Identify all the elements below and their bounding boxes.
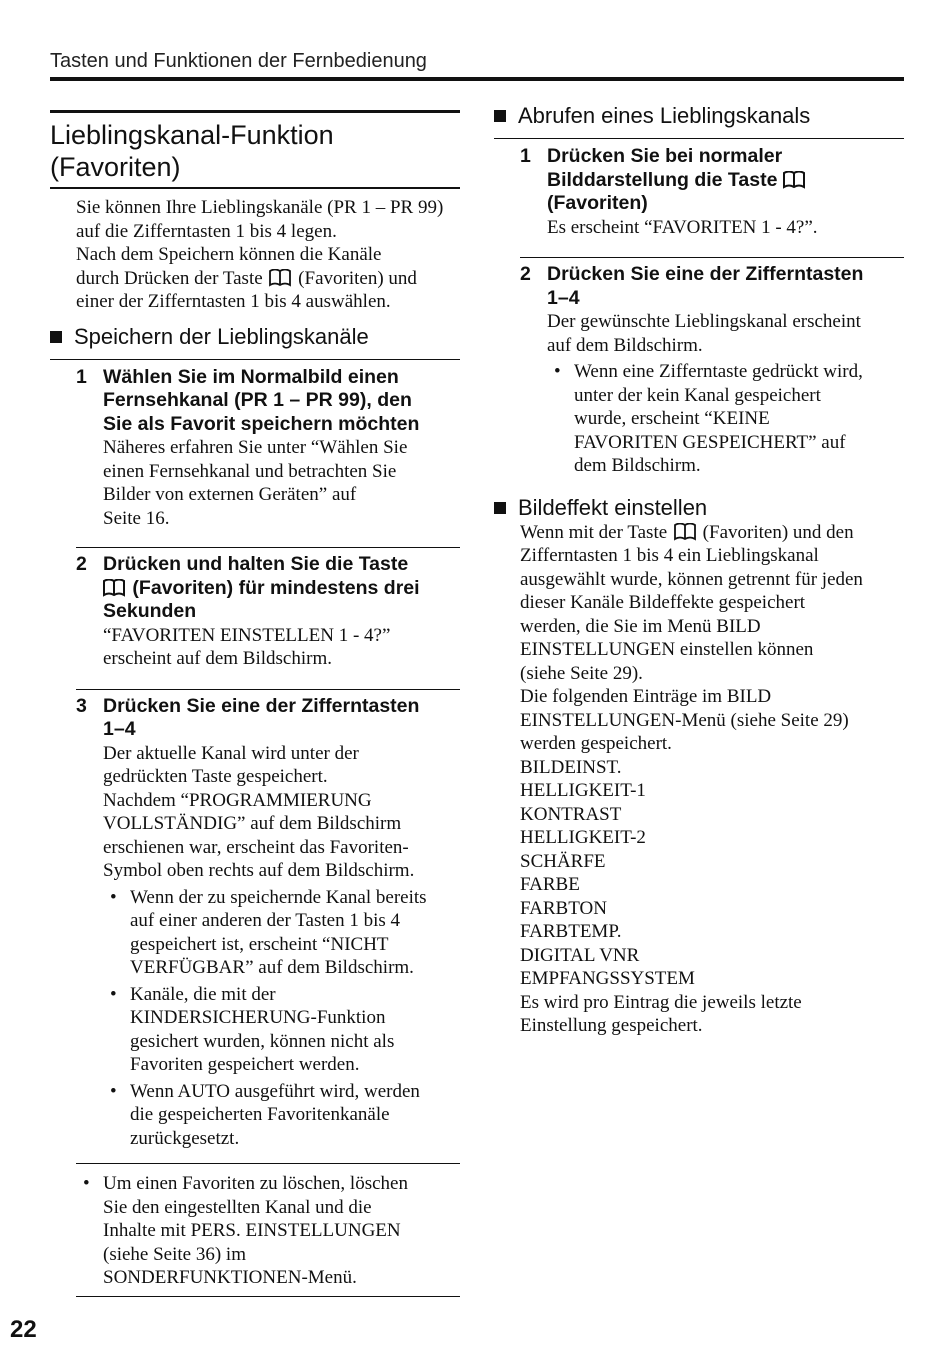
- intro-fragment: durch Drücken der Taste: [76, 267, 268, 289]
- favorites-book-icon: [269, 269, 291, 287]
- step-body-line: Es erscheint “FAVORITEN 1 - 4?”.: [547, 216, 818, 238]
- note-divider: [76, 1296, 460, 1297]
- note-line: Inhalte mit PERS. EINSTELLUNGEN: [103, 1220, 401, 1241]
- step-3: [76, 695, 460, 1151]
- step-title-line: Sekunden: [103, 600, 197, 622]
- step-number: 1: [520, 145, 531, 167]
- effect-line: BILDEINST.: [520, 756, 622, 778]
- step-1: [76, 366, 460, 531]
- effect-line: KONTRAST: [520, 803, 622, 825]
- effect-line: werden gespeichert.: [520, 733, 672, 754]
- effect-line: ausgewählt wurde, können getrennt für jeden: [520, 568, 863, 590]
- step-body: [103, 624, 460, 671]
- bullet-line: gespeichert ist, erscheint “NICHT: [130, 933, 389, 955]
- effect-line: EMPFANGSSYSTEM: [520, 968, 695, 989]
- list-item: [547, 360, 904, 478]
- intro-line: Nach dem Speichern können die Kanäle: [76, 244, 382, 265]
- bullet-line: Wenn eine Zifferntaste gedrückt wird,: [574, 361, 863, 382]
- step-title-line: Drücken Sie eine der Zifferntasten: [547, 263, 864, 285]
- effect-line: FARBE: [520, 874, 580, 895]
- intro-line: auf die Zifferntasten 1 bis 4 legen.: [76, 220, 337, 242]
- bullet-line: FAVORITEN GESPEICHERT” auf: [574, 431, 846, 453]
- step-divider: [520, 257, 904, 258]
- step-title-line: Drücken Sie eine der Zifferntasten: [103, 694, 420, 717]
- step-body-line: Bilder von externen Geräten” auf: [103, 484, 357, 505]
- bullet-line: zurückgesetzt.: [130, 1127, 240, 1149]
- step-title-line: Fernsehkanal (PR 1 – PR 99), den: [103, 389, 412, 411]
- bullet-line: Wenn AUTO ausgeführt wird, werden: [130, 1080, 420, 1102]
- list-item: [103, 886, 460, 980]
- step-3-bullet-list: [103, 886, 460, 1151]
- page-header: Tasten und Funktionen der Fernbedienung: [50, 50, 427, 72]
- right-column: [494, 103, 904, 1038]
- favorites-book-icon: [674, 523, 696, 541]
- subsection-store-title: Speichern der Lieblingskanäle: [74, 323, 369, 349]
- recall-step-1: [520, 145, 904, 239]
- square-bullet-icon: [494, 502, 506, 514]
- bullet-icon: •: [110, 983, 117, 1005]
- bullet-line: wurde, erscheint “KEINE: [574, 408, 770, 429]
- favorites-book-icon: [103, 579, 125, 597]
- step-number: 3: [76, 694, 87, 717]
- effect-line: HELLIGKEIT-1: [520, 780, 646, 801]
- step-body-line: Der gewünschte Lieblingskanal erscheint: [547, 311, 861, 332]
- effect-line: FARBTON: [520, 897, 607, 919]
- note-line: Sie den eingestellten Kanal und die: [103, 1196, 372, 1218]
- effect-line: dieser Kanäle Bildeffekte gespeichert: [520, 592, 806, 613]
- effect-fragment: Wenn mit der Taste: [520, 521, 672, 543]
- step-divider: [76, 689, 460, 690]
- note-list: [76, 1172, 460, 1290]
- step-title-text: [547, 145, 807, 216]
- intro-fragment: (Favoriten) und: [293, 267, 417, 289]
- intro-line: Sie können Ihre Lieblingskanäle (PR 1 – PR 99): [76, 197, 444, 218]
- step-title-text: [103, 366, 419, 437]
- step-body: [547, 216, 904, 240]
- favorites-book-icon: [783, 171, 805, 189]
- effect-line: EINSTELLUNGEN einstellen können: [520, 639, 814, 660]
- effect-fragment: (Favoriten) und den: [697, 521, 854, 543]
- effect-line: HELLIGKEIT-2: [520, 827, 646, 848]
- effect-line: DIGITAL VNR: [520, 944, 640, 966]
- step-title: [520, 263, 904, 310]
- recall-step-2: [520, 263, 904, 478]
- bullet-line: Favoriten gespeichert werden.: [130, 1054, 360, 1075]
- step-number: 2: [76, 553, 87, 575]
- subsection-store-heading: [50, 324, 460, 360]
- step-title: [76, 366, 460, 437]
- step-body-line: einen Fernsehkanal und betrachten Sie: [103, 460, 397, 482]
- step-body-line: erschienen war, erscheint das Favoriten-: [103, 836, 409, 858]
- step-title: [76, 553, 460, 624]
- step-divider: [76, 547, 460, 548]
- step-body: [103, 742, 460, 1151]
- step-body-line: Symbol oben rechts auf dem Bildschirm.: [103, 860, 415, 881]
- step-2: [76, 553, 460, 671]
- subsection-recall-heading: [494, 103, 904, 139]
- intro-line: [76, 267, 460, 291]
- effect-line: (siehe Seite 29).: [520, 662, 643, 684]
- effect-lines: [520, 544, 904, 1038]
- effect-text: [520, 521, 904, 1038]
- subsection-recall-title: Abrufen eines Lieblingskanals: [518, 103, 811, 128]
- section-title-line2: (Favoriten): [50, 152, 181, 182]
- note-divider: [76, 1163, 460, 1164]
- note-line: SONDERFUNKTIONEN-Menü.: [103, 1267, 357, 1288]
- effect-line: Die folgenden Einträge im BILD: [520, 686, 772, 707]
- square-bullet-icon: [494, 110, 506, 122]
- bullet-icon: •: [554, 361, 561, 382]
- step-body-line: Seite 16.: [103, 507, 170, 529]
- bullet-line: unter der kein Kanal gespeichert: [574, 384, 821, 406]
- effect-line: FARBTEMP.: [520, 921, 622, 942]
- step-body-line: auf dem Bildschirm.: [547, 334, 703, 356]
- note-line: (siehe Seite 36) im: [103, 1243, 246, 1265]
- effect-line: Einstellung gespeichert.: [520, 1015, 703, 1036]
- bullet-icon: •: [83, 1173, 90, 1194]
- bullet-line: die gespeicherten Favoritenkanäle: [130, 1104, 390, 1125]
- bullet-line: auf einer anderen der Tasten 1 bis 4: [130, 910, 401, 931]
- effect-line: Es wird pro Eintrag die jeweils letzte: [520, 991, 802, 1013]
- step-title-fragment: Bilddarstellung die Taste: [547, 168, 778, 191]
- delete-note: [76, 1172, 460, 1290]
- step-title-text: [103, 553, 420, 624]
- effect-line: werden, die Sie im Menü BILD: [520, 615, 761, 637]
- left-column: [50, 110, 460, 1297]
- step-title-line: 1–4: [547, 286, 580, 309]
- note-line: Um einen Favoriten zu löschen, löschen: [103, 1173, 408, 1194]
- list-item: [103, 983, 460, 1077]
- intro-text: [76, 196, 460, 314]
- intro-line: einer der Zifferntasten 1 bis 4 auswählen.: [76, 291, 391, 312]
- step-body: [103, 436, 460, 530]
- section-title: [50, 110, 460, 189]
- step-number: 1: [76, 365, 87, 388]
- step-body: [547, 310, 904, 478]
- list-item: [76, 1172, 460, 1290]
- bullet-line: VERFÜGBAR” auf dem Bildschirm.: [130, 957, 414, 978]
- step-title-line: [103, 577, 420, 601]
- effect-line: EINSTELLUNGEN-Menü (siehe Seite 29): [520, 709, 849, 731]
- subsection-effect-title: Bildeffekt einstellen: [518, 494, 708, 520]
- step-body-line: gedrückten Taste gespeichert.: [103, 766, 328, 787]
- bullet-line: Kanäle, die mit der: [130, 983, 276, 1005]
- recall-bullet-list: [547, 360, 904, 478]
- step-title-line: 1–4: [103, 718, 136, 740]
- step-title-line: Drücken Sie bei normaler: [547, 145, 783, 167]
- bullet-icon: •: [110, 886, 117, 908]
- bullet-line: dem Bildschirm.: [574, 455, 701, 476]
- bullet-line: KINDERSICHERUNG-Funktion: [130, 1007, 386, 1028]
- page-number: 22: [10, 1316, 37, 1343]
- bullet-icon: •: [110, 1080, 117, 1102]
- step-number: 2: [520, 263, 531, 285]
- step-title-text: [547, 263, 863, 310]
- effect-line: SCHÄRFE: [520, 850, 606, 872]
- step-body-line: “FAVORITEN EINSTELLEN 1 - 4?”: [103, 624, 391, 646]
- subsection-effect-heading: [494, 495, 904, 521]
- bullet-line: Wenn der zu speichernde Kanal bereits: [130, 886, 427, 908]
- step-title-line: Wählen Sie im Normalbild einen: [103, 365, 399, 388]
- list-item: [103, 1080, 460, 1151]
- step-body-line: Nachdem “PROGRAMMIERUNG: [103, 789, 372, 811]
- step-title-fragment: (Favoriten) für mindestens drei: [127, 576, 420, 599]
- step-title-line: (Favoriten): [547, 192, 648, 214]
- section-title-line1: Lieblingskanal-Funktion: [50, 120, 334, 150]
- square-bullet-icon: [50, 331, 62, 343]
- step-body-line: Der aktuelle Kanal wird unter der: [103, 742, 359, 764]
- step-body-line: Näheres erfahren Sie unter “Wählen Sie: [103, 437, 408, 458]
- header-rule: [50, 77, 904, 81]
- step-title-line: Drücken und halten Sie die Taste: [103, 553, 409, 575]
- step-title-line: [547, 169, 807, 193]
- effect-line: [520, 521, 904, 545]
- step-body-line: erscheint auf dem Bildschirm.: [103, 648, 332, 669]
- step-title-text: [103, 695, 419, 742]
- step-title: [76, 695, 460, 742]
- step-title: [520, 145, 904, 216]
- step-body-line: VOLLSTÄNDIG” auf dem Bildschirm: [103, 813, 402, 834]
- bullet-line: gesichert wurden, können nicht als: [130, 1030, 395, 1052]
- step-title-line: Sie als Favorit speichern möchten: [103, 412, 420, 435]
- effect-line: Zifferntasten 1 bis 4 ein Lieblingskanal: [520, 545, 819, 566]
